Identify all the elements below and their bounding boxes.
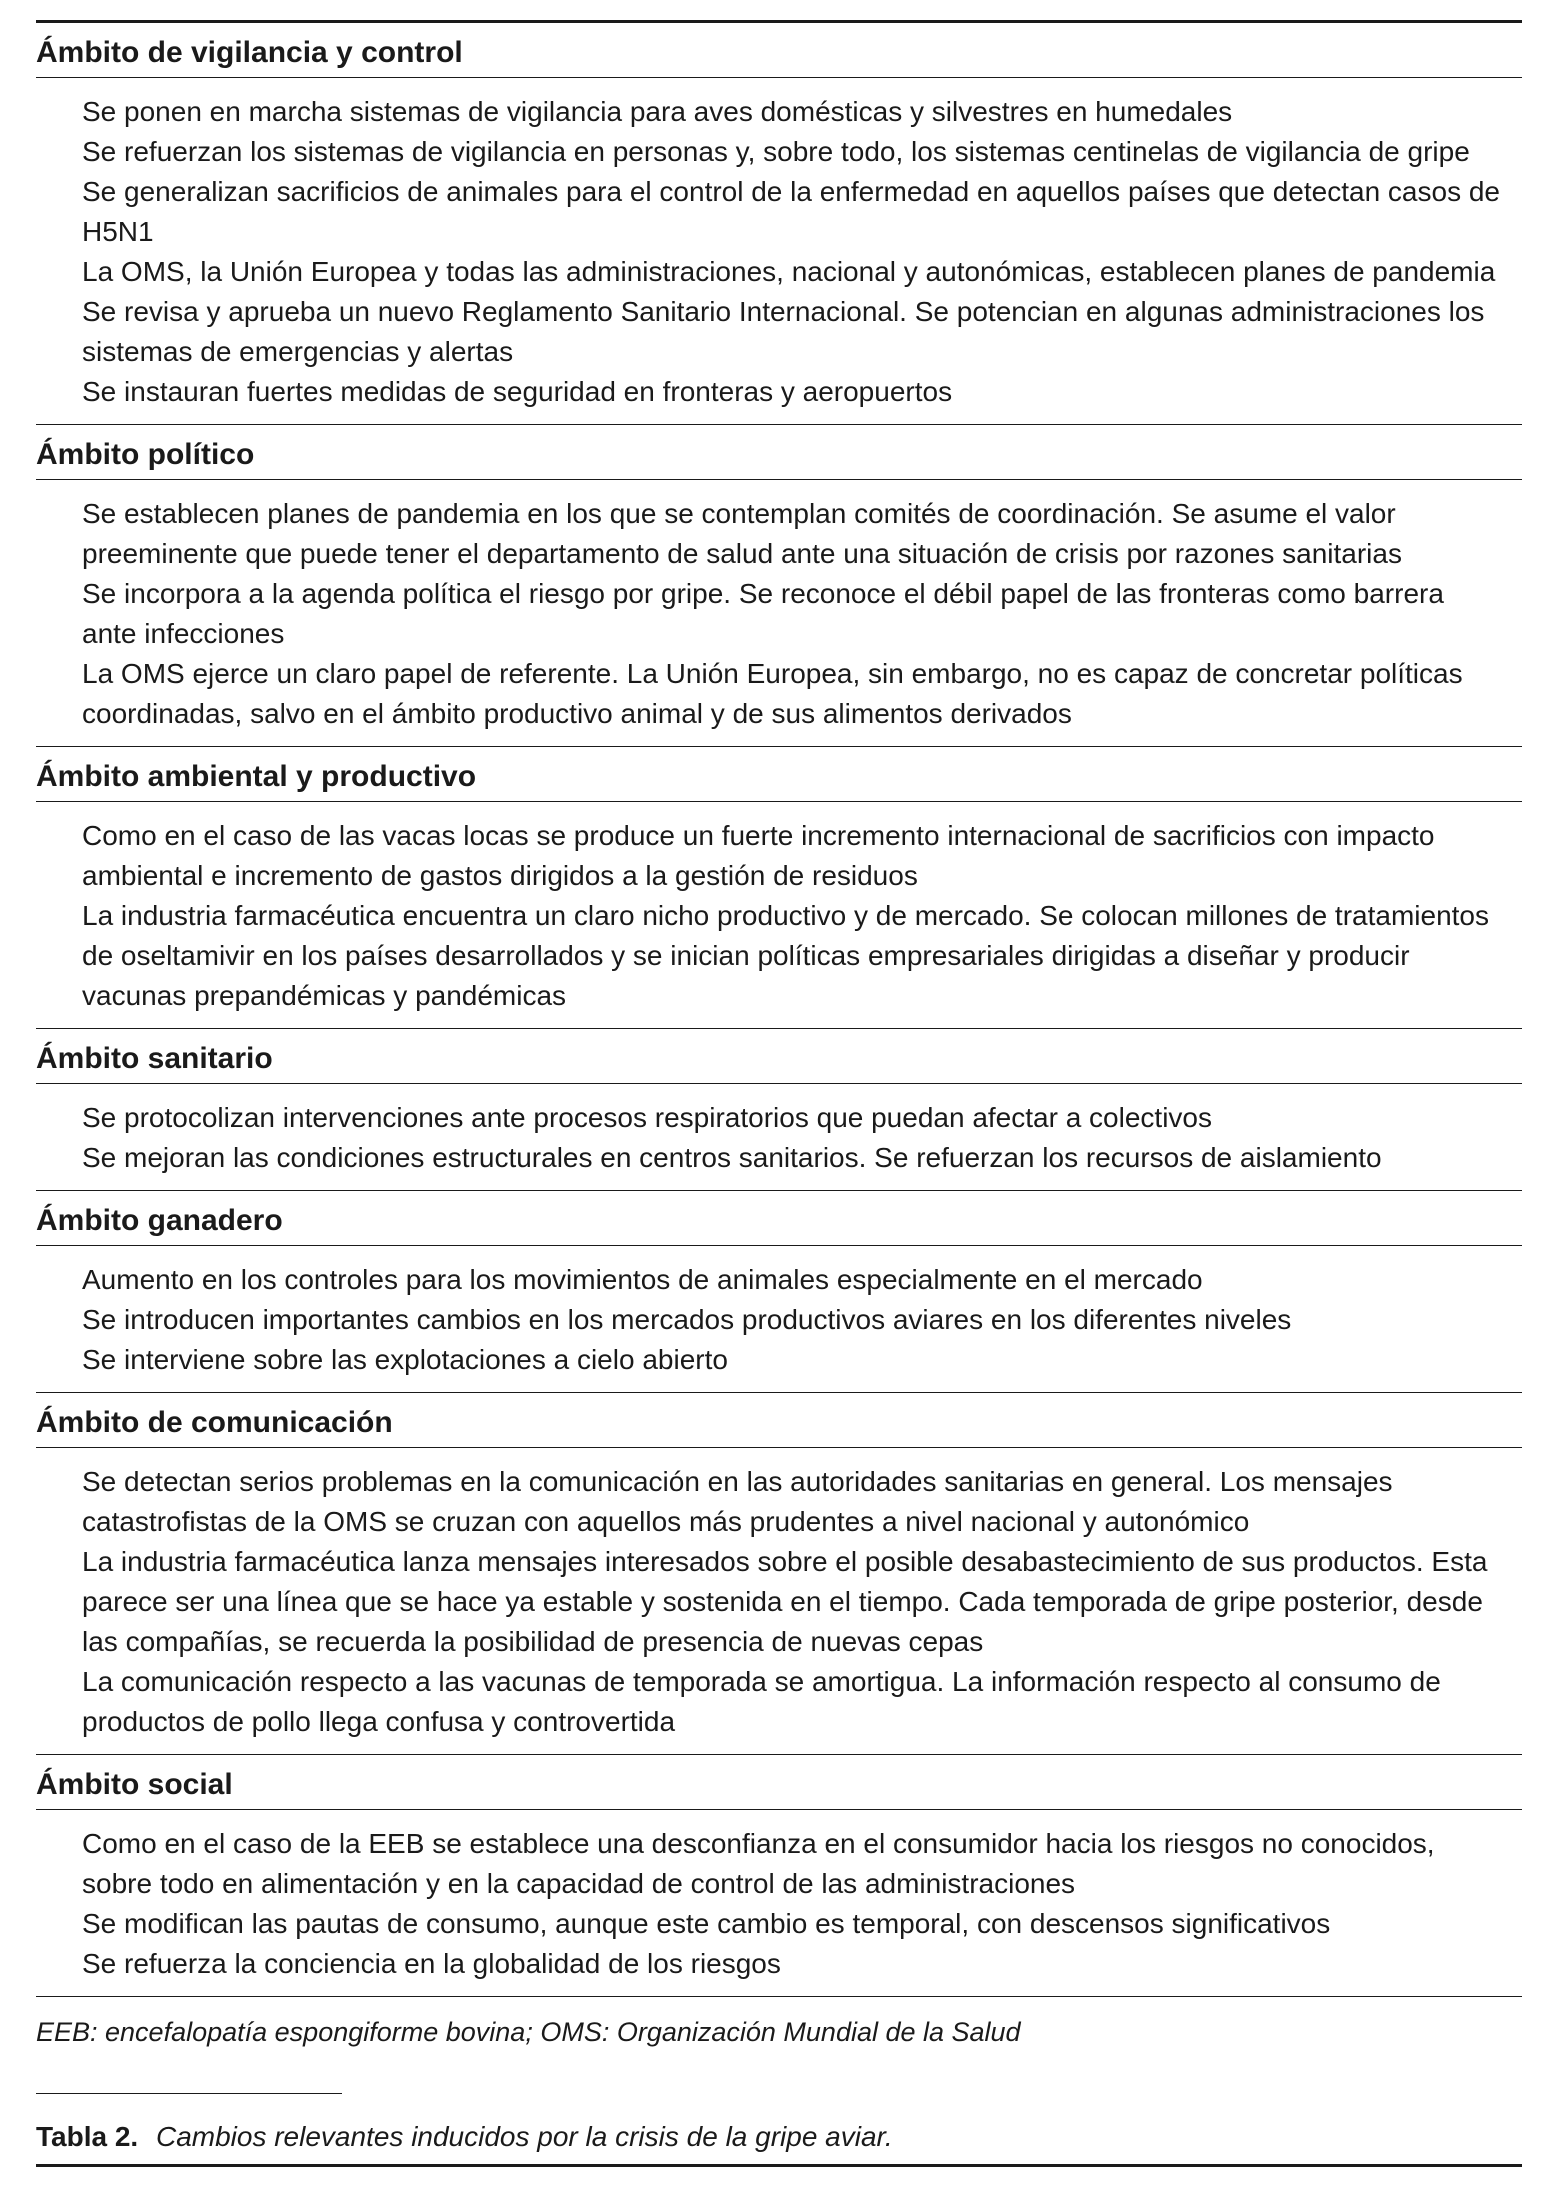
section-title: Ámbito ganadero [36, 1191, 1522, 1246]
caption-text: Cambios relevantes inducidos por la crisis de la gripe aviar. [155, 2121, 893, 2152]
section-title: Ámbito ambiental y productivo [36, 747, 1522, 802]
section-items [36, 1810, 1522, 1997]
section-item: La comunicación respecto a las vacunas de temporada se amortigua. La información respecto al consumo de productos de pollo llega confusa y controvertida [82, 1666, 1441, 1737]
section-item: Se modifican las pautas de consumo, aunque este cambio es temporal, con descensos significativos [82, 1908, 1331, 1939]
section-item: Se detectan serios problemas en la comunicación en las autoridades sanitarias en general. Los mensajes catastrofistas de la OMS se cruzan con aquellos más prudentes a nivel nacional y autonómico [82, 1466, 1393, 1537]
caption-label: Tabla 2. [36, 2121, 139, 2152]
section-items [36, 802, 1522, 1029]
section-items [36, 480, 1522, 747]
section-item: Se protocolizan intervenciones ante procesos respiratorios que puedan afectar a colectivos [82, 1102, 1212, 1133]
section-item: Se establecen planes de pandemia en los que se contemplan comités de coordinación. Se asume el valor preeminente que puede tener el departamento de salud ante una situación de crisis por razones sanitarias [82, 498, 1402, 569]
section-item: Aumento en los controles para los movimientos de animales especialmente en el mercado [82, 1264, 1203, 1295]
section-item: Se refuerza la conciencia en la globalidad de los riesgos [82, 1948, 781, 1979]
section-item: Se introducen importantes cambios en los mercados productivos aviares en los diferentes niveles [82, 1304, 1292, 1335]
section-item: Se ponen en marcha sistemas de vigilancia para aves domésticas y silvestres en humedales [82, 96, 1233, 127]
section-item: Se revisa y aprueba un nuevo Reglamento Sanitario Internacional. Se potencian en algunas administraciones los sistemas de emergencias y alertas [82, 296, 1485, 367]
section-title: Ámbito de comunicación [36, 1393, 1522, 1448]
section-item: Como en el caso de la EEB se establece una desconfianza en el consumidor hacia los riesgos no conocidos, sobre todo en alimentación y en la capacidad de control de las administraciones [82, 1828, 1435, 1899]
section-items [36, 1448, 1522, 1755]
table-caption [36, 2094, 1522, 2154]
section-items [36, 1084, 1522, 1191]
section-items [36, 78, 1522, 425]
section-item: La industria farmacéutica lanza mensajes interesados sobre el posible desabastecimiento de sus productos. Esta parece ser una línea que se hace ya estable y sostenida en el tiempo. Cada temporada de gripe posterior, desde las compañías, se recuerda la posibilidad de presencia de nuevas cepas [82, 1546, 1488, 1657]
table-2 [36, 20, 1522, 2167]
section-item: Se generalizan sacrificios de animales para el control de la enfermedad en aquellos países que detectan casos de H5N1 [82, 176, 1500, 247]
section-item: Se incorpora a la agenda política el riesgo por gripe. Se reconoce el débil papel de las fronteras como barrera ante infecciones [82, 578, 1444, 649]
section-title: Ámbito social [36, 1755, 1522, 1810]
section-item: La OMS ejerce un claro papel de referente. La Unión Europea, sin embargo, no es capaz de concretar políticas coordinadas, salvo en el ámbito productivo animal y de sus alimentos derivados [82, 658, 1463, 729]
section-item: Se mejoran las condiciones estructurales en centros sanitarios. Se refuerzan los recursos de aislamiento [82, 1142, 1382, 1173]
table-footnote: EEB: encefalopatía espongiforme bovina; OMS: Organización Mundial de la Salud [36, 2017, 1021, 2047]
table-body [36, 23, 1522, 1997]
section-item: La industria farmacéutica encuentra un claro nicho productivo y de mercado. Se colocan millones de tratamientos de oseltamivir en los países desarrollados y se inician políticas empresariales dirigidas a diseñar y producir vacunas prepandémicas y pandémicas [82, 900, 1489, 1011]
section-item: Se instauran fuertes medidas de seguridad en fronteras y aeropuertos [82, 376, 953, 407]
section-title: Ámbito sanitario [36, 1029, 1522, 1084]
section-title: Ámbito político [36, 425, 1522, 480]
section-items [36, 1246, 1522, 1393]
table-bottom-rule [36, 2164, 1522, 2167]
section-title: Ámbito de vigilancia y control [36, 23, 1522, 78]
section-item: Se refuerzan los sistemas de vigilancia en personas y, sobre todo, los sistemas centinelas de vigilancia de gripe [82, 136, 1470, 167]
section-item: Como en el caso de las vacas locas se produce un fuerte incremento internacional de sacrificios con impacto ambiental e incremento de gastos dirigidos a la gestión de residuos [82, 820, 1435, 891]
section-item: La OMS, la Unión Europea y todas las administraciones, nacional y autonómicas, establecen planes de pandemia [82, 256, 1496, 287]
section-item: Se interviene sobre las explotaciones a cielo abierto [82, 1344, 728, 1375]
